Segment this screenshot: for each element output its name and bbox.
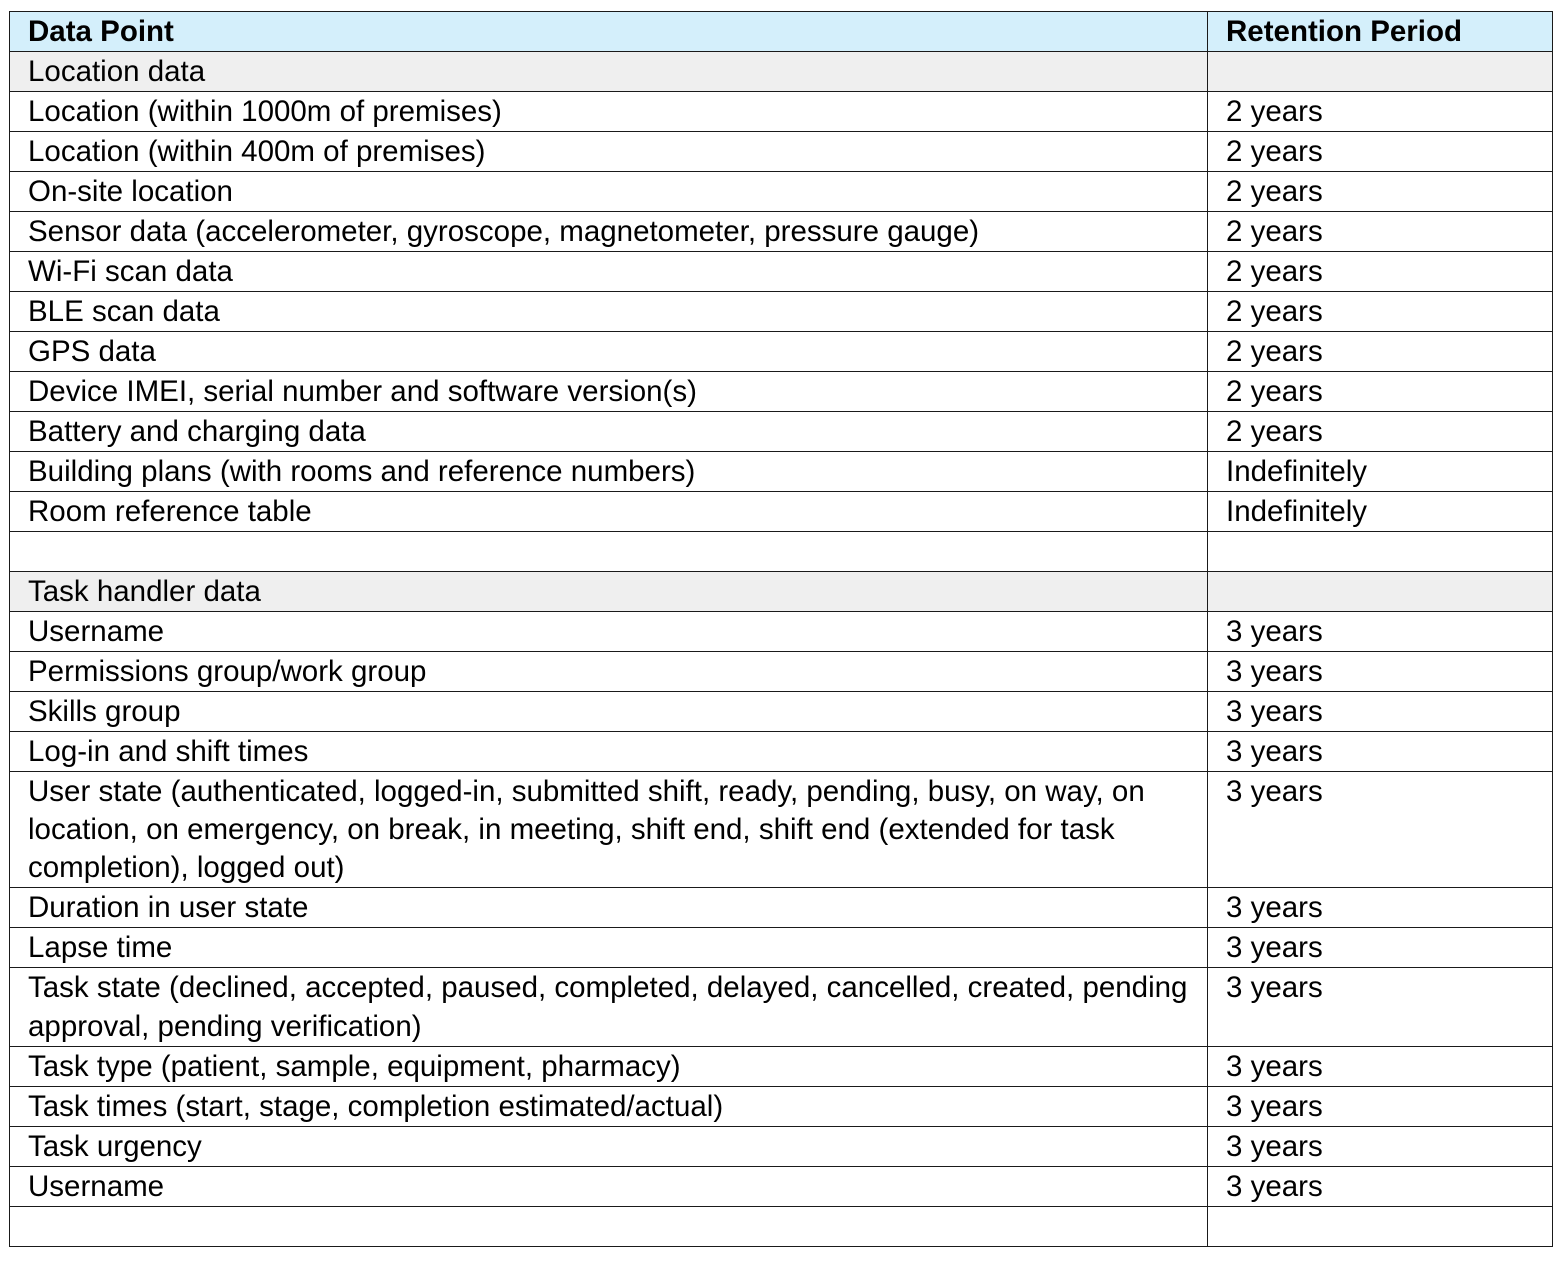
retention-cell: Indefinitely [1208, 452, 1553, 492]
retention-cell: Indefinitely [1208, 492, 1553, 532]
table-header-row [10, 12, 1553, 52]
table-row [10, 492, 1553, 532]
data-point-cell: Room reference table [10, 492, 1208, 532]
section-row-task-handler [10, 572, 1553, 612]
section-empty-cell [1208, 52, 1553, 92]
data-point-cell: Skills group [10, 692, 1208, 732]
empty-row [10, 532, 1553, 572]
table-row [10, 612, 1553, 652]
retention-cell: 3 years [1208, 732, 1553, 772]
data-point-cell: Username [10, 612, 1208, 652]
data-point-cell: Lapse time [10, 928, 1208, 968]
section-title: Task handler data [10, 572, 1208, 612]
retention-cell: 3 years [1208, 1127, 1553, 1167]
table-row [10, 412, 1553, 452]
data-point-cell: User state (authenticated, logged-in, submitted shift, ready, pending, busy, on way, on location, on emergency, on break, in meeting, shift end, shift end (extended for task completion), logged out) [10, 772, 1208, 888]
table-row [10, 652, 1553, 692]
retention-cell: 3 years [1208, 968, 1553, 1047]
table-row [10, 452, 1553, 492]
table-row [10, 332, 1553, 372]
table-row [10, 252, 1553, 292]
section-title: Location data [10, 52, 1208, 92]
empty-cell [1208, 1207, 1553, 1247]
table-row [10, 1167, 1553, 1207]
retention-cell: 3 years [1208, 928, 1553, 968]
table-row [10, 692, 1553, 732]
data-point-cell: Duration in user state [10, 888, 1208, 928]
retention-cell: 2 years [1208, 332, 1553, 372]
data-point-cell: Task urgency [10, 1127, 1208, 1167]
retention-cell: 2 years [1208, 212, 1553, 252]
empty-cell [1208, 532, 1553, 572]
data-point-cell: Task type (patient, sample, equipment, pharmacy) [10, 1047, 1208, 1087]
table-row [10, 772, 1553, 888]
empty-cell [10, 1207, 1208, 1247]
empty-row [10, 1207, 1553, 1247]
data-point-cell: Task times (start, stage, completion estimated/actual) [10, 1087, 1208, 1127]
data-point-cell: Wi-Fi scan data [10, 252, 1208, 292]
table-row [10, 968, 1553, 1047]
retention-cell: 3 years [1208, 1087, 1553, 1127]
data-point-cell: Username [10, 1167, 1208, 1207]
table-row [10, 132, 1553, 172]
empty-cell [10, 532, 1208, 572]
retention-cell: 3 years [1208, 692, 1553, 732]
retention-cell: 3 years [1208, 612, 1553, 652]
table-row [10, 372, 1553, 412]
retention-cell: 2 years [1208, 172, 1553, 212]
retention-cell: 2 years [1208, 412, 1553, 452]
retention-cell: 3 years [1208, 1047, 1553, 1087]
table-row [10, 888, 1553, 928]
data-point-cell: Log-in and shift times [10, 732, 1208, 772]
retention-cell: 2 years [1208, 252, 1553, 292]
data-point-cell: BLE scan data [10, 292, 1208, 332]
retention-cell: 3 years [1208, 772, 1553, 888]
section-empty-cell [1208, 572, 1553, 612]
table-row [10, 732, 1553, 772]
retention-cell: 2 years [1208, 292, 1553, 332]
table-row [10, 292, 1553, 332]
data-point-cell: On-site location [10, 172, 1208, 212]
table-row [10, 1127, 1553, 1167]
data-point-cell: GPS data [10, 332, 1208, 372]
data-point-cell: Permissions group/work group [10, 652, 1208, 692]
data-point-cell: Battery and charging data [10, 412, 1208, 452]
data-point-cell: Building plans (with rooms and reference numbers) [10, 452, 1208, 492]
retention-cell: 3 years [1208, 652, 1553, 692]
retention-cell: 2 years [1208, 132, 1553, 172]
data-point-cell: Task state (declined, accepted, paused, completed, delayed, cancelled, created, pending approval, pending verification) [10, 968, 1208, 1047]
retention-cell: 2 years [1208, 372, 1553, 412]
header-retention-period: Retention Period [1208, 12, 1553, 52]
retention-cell: 3 years [1208, 1167, 1553, 1207]
data-point-cell: Location (within 400m of premises) [10, 132, 1208, 172]
section-row-location [10, 52, 1553, 92]
retention-table [9, 11, 1553, 1247]
data-point-cell: Location (within 1000m of premises) [10, 92, 1208, 132]
table-row [10, 1047, 1553, 1087]
table-row [10, 212, 1553, 252]
table-row [10, 92, 1553, 132]
data-point-cell: Sensor data (accelerometer, gyroscope, magnetometer, pressure gauge) [10, 212, 1208, 252]
retention-cell: 2 years [1208, 92, 1553, 132]
retention-cell: 3 years [1208, 888, 1553, 928]
header-data-point: Data Point [10, 12, 1208, 52]
table-row [10, 172, 1553, 212]
table-row [10, 928, 1553, 968]
table-row [10, 1087, 1553, 1127]
data-point-cell: Device IMEI, serial number and software version(s) [10, 372, 1208, 412]
